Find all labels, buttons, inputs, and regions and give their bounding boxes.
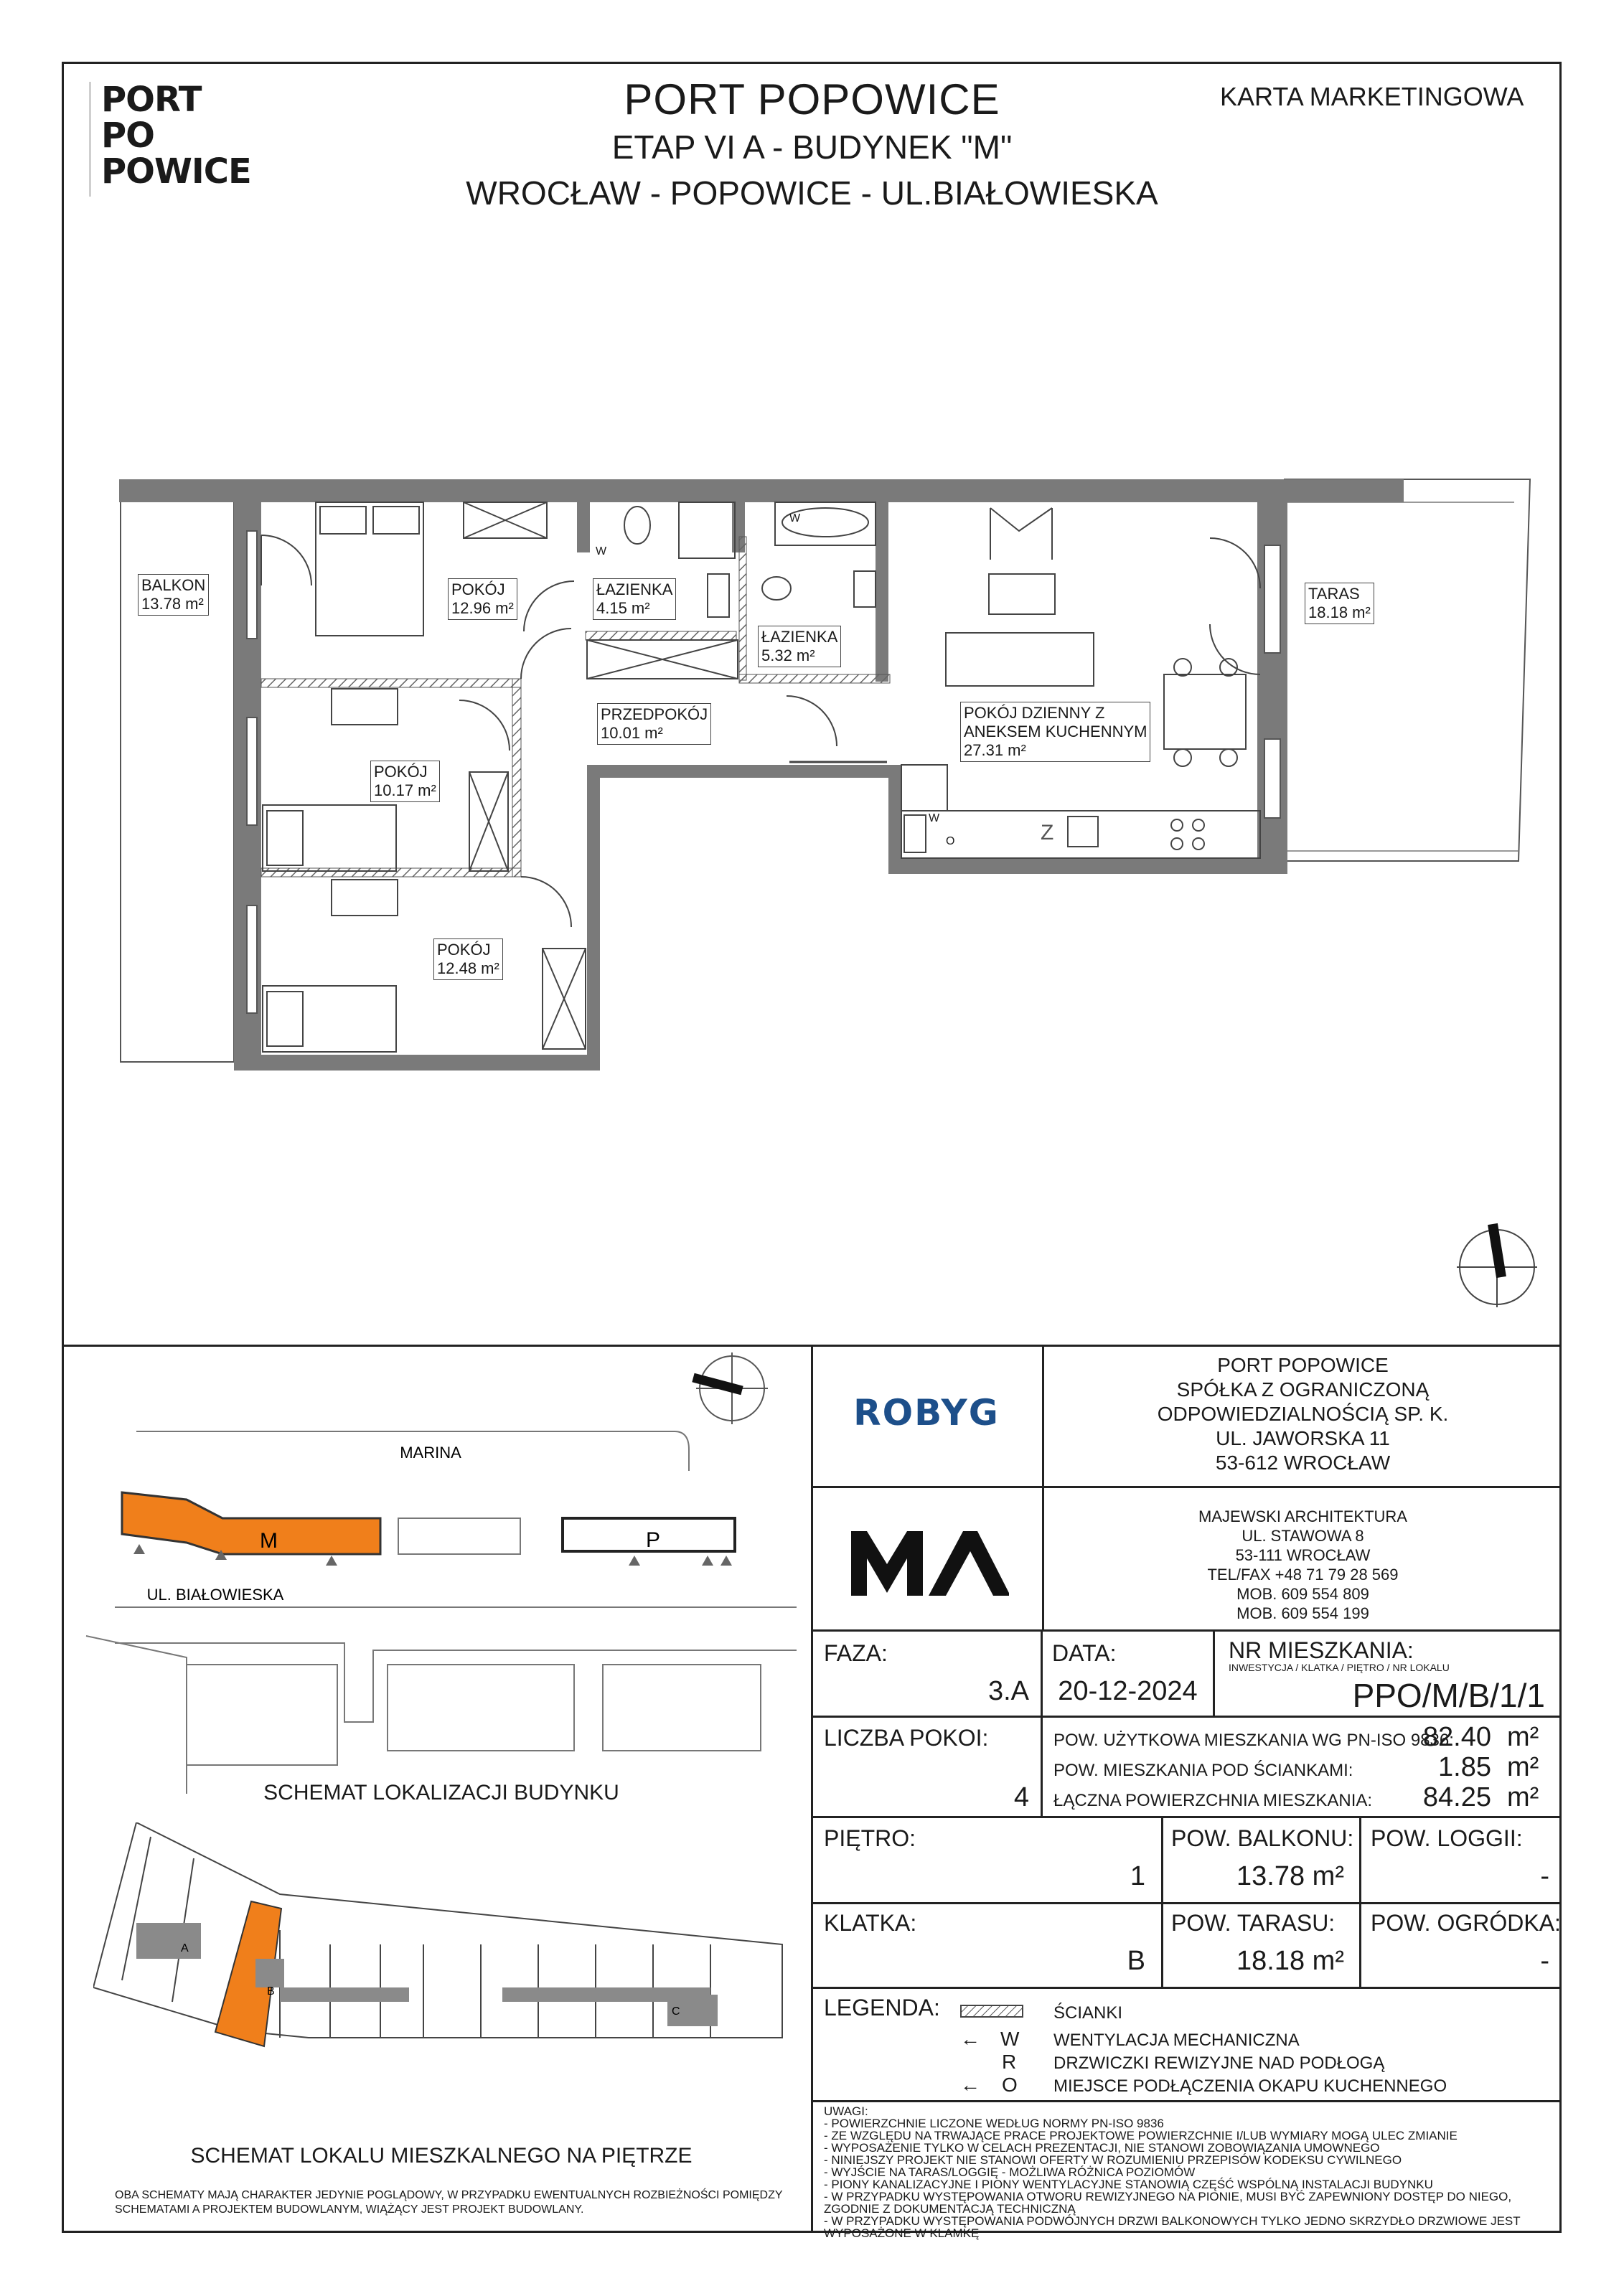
legend-w-symbol: W bbox=[1000, 2028, 1020, 2050]
legend-label: LEGENDA: bbox=[824, 1995, 940, 2020]
developer-info: PORT POPOWICE SPÓŁKA Z OGRANICZONĄ ODPOWIEDZIALNOŚCIĄ SP. K. UL. JAWORSKA 11 53-612 WROCŁAW bbox=[1157, 1354, 1449, 1474]
architect-info: MAJEWSKI ARCHITEKTURA UL. STAWOWA 8 53-111 WROCŁAW TEL/FAX +48 71 79 28 569 MOB. 609 554 809 MOB. 609 554 199 bbox=[1198, 1507, 1407, 1622]
legend-o-symbol: O bbox=[1002, 2074, 1018, 2096]
robyg-logo: ROBYG bbox=[853, 1392, 1000, 1434]
unit: m² bbox=[1507, 1782, 1539, 1812]
stair-label-a: A bbox=[181, 1942, 189, 1954]
project-subtitle: ETAP VI A - BUDYNEK "M" bbox=[611, 128, 1013, 166]
street-label: UL. BIAŁOWIESKA bbox=[146, 1586, 284, 1604]
room-label-przedpokoj: PRZEDPOKÓJ 10.01 m² bbox=[597, 703, 711, 745]
room-label-pokoj-1: POKÓJ 12.96 m² bbox=[448, 578, 517, 620]
north-arrow-icon bbox=[1450, 1220, 1543, 1313]
doc-type: KARTA MARKETINGOWA bbox=[1220, 82, 1524, 111]
hood-mark: O bbox=[946, 835, 955, 847]
port-popowice-logo: PORT PO POWICE bbox=[89, 82, 273, 197]
room-label-lazienka-2: ŁAZIENKA 5.32 m² bbox=[758, 626, 841, 667]
appliance-mark: Z bbox=[1041, 821, 1054, 844]
room-label-taras: TARAS 18.18 m² bbox=[1305, 583, 1374, 624]
legend-ventilation: WENTYLACJA MECHANICZNA bbox=[1053, 2031, 1300, 2050]
pow-uzytkowa-value: 82.40 bbox=[1422, 1722, 1491, 1752]
pow-laczna-label: ŁĄCZNA POWIERZCHNIA MIESZKANIA: bbox=[1053, 1791, 1373, 1810]
pow-uzytkowa-label: POW. UŻYTKOWA MIESZKANIA WG PN-ISO 9836: bbox=[1053, 1731, 1454, 1750]
pietro-value: 1 bbox=[1130, 1861, 1145, 1891]
klatka-label: KLATKA: bbox=[824, 1910, 917, 1936]
room-label-lazienka-1: ŁAZIENKA 4.15 m² bbox=[593, 578, 676, 620]
floor-caption: SCHEMAT LOKALU MIESZKALNEGO NA PIĘTRZE bbox=[190, 2144, 693, 2168]
legend-r-symbol: R bbox=[1002, 2051, 1017, 2073]
floor-schematic bbox=[93, 1822, 804, 2066]
unit: m² bbox=[1507, 1722, 1539, 1752]
room-label-balkon: BALKON 13.78 m² bbox=[138, 574, 209, 616]
taras-value: 18.18 m² bbox=[1236, 1946, 1344, 1976]
project-address: WROCŁAW - POPOWICE - UL.BIAŁOWIESKA bbox=[466, 174, 1158, 212]
stair-label-c: C bbox=[672, 2005, 680, 2018]
faza-value: 3.A bbox=[987, 1676, 1029, 1706]
notes-block: UWAGI: - POWIERZCHNIE LICZONE WEDŁUG NORMY PN-ISO 9836 - ZE WZGLĘDU NA TRWAJĄCE PRACE PROJEKTOWE POWIERZCHNIE I/LUB WYMIARY MOGĄ ULEC ZMIANIE - WYPOSAŻENIE TYLKO W CELACH PREZENTACJI, NIE STANOWI ZOBOWIĄZANIA UMOWNEGO - NINIEJSZY PROJEKT NIE STANOWI OFERTY W ROZUMIENIU PRZEPISÓW KODEKSU CYWILNEGO - WYJŚCIE NA TARAS/LOGGIĘ - MOŻLIWA RÓŻNICA POZIOMÓW - PIONY KANALIZACYJNE I PIONY WENTYLACYJNE STANOWIĄ CZĘŚĆ WSPÓLNĄ INSTALACJI BUDYNKU - W PRZYPADKU WYSTĘPOWANIA OTWORU REWIZYJNEGO NA PIONIE, MUSI BYĆ ZAPEWNIONY DOSTĘP DO NIEGO, ZGODNIE Z DOKUMENTACJĄ TECHNICZNĄ - W PRZYPADKU WYSTĘPOWANIA PODWÓJNYCH DRZWI BALKONOWYCH TYLKO JEDNO SKRZYDŁO DRZWIOWE JEST WYPOSAŻONE W KLAMKĘ bbox=[824, 2104, 1521, 2240]
balkon-value: 13.78 m² bbox=[1236, 1861, 1344, 1891]
data-value: 20-12-2024 bbox=[1058, 1676, 1198, 1706]
partition-walls bbox=[261, 537, 890, 877]
room-label-pokoj-dzienny: POKÓJ DZIENNY Z ANEKSEM KUCHENNYM 27.31 m² bbox=[960, 702, 1150, 762]
pietro-label: PIĘTRO: bbox=[824, 1825, 916, 1851]
building-m-label: M bbox=[260, 1529, 278, 1553]
room-label-pokoj-3: POKÓJ 12.48 m² bbox=[433, 938, 503, 980]
building-m-shape bbox=[122, 1492, 380, 1554]
pow-laczna-value: 84.25 bbox=[1422, 1782, 1491, 1812]
legend-hood: MIEJSCE PODŁĄCZENIA OKAPU KUCHENNEGO bbox=[1053, 2076, 1447, 2096]
data-label: DATA: bbox=[1052, 1640, 1117, 1666]
site-caption: SCHEMAT LOKALIZACJI BUDYNKU bbox=[263, 1781, 619, 1805]
ma-logo bbox=[851, 1527, 1009, 1596]
stair-label-b: B bbox=[267, 1985, 275, 1998]
ogrodek-label: POW. OGRÓDKA: bbox=[1371, 1910, 1561, 1936]
nr-value: PPO/M/B/1/1 bbox=[1352, 1677, 1545, 1714]
building-p-label: P bbox=[646, 1528, 661, 1552]
room-label-pokoj-2: POKÓJ 10.17 m² bbox=[370, 761, 440, 802]
wall-hatch-icon bbox=[960, 2005, 1025, 2019]
ventilation-mark: W bbox=[929, 812, 940, 824]
legend-revision: DRZWICZKI REWIZYJNE NAD PODŁOGĄ bbox=[1053, 2053, 1385, 2073]
arrow-left-icon: ← bbox=[960, 2028, 980, 2050]
loggia-value: - bbox=[1540, 1861, 1549, 1891]
loggia-label: POW. LOGGII: bbox=[1371, 1825, 1523, 1851]
ventilation-mark: W bbox=[596, 545, 607, 557]
faza-label: FAZA: bbox=[824, 1640, 888, 1666]
project-title: PORT POPOWICE bbox=[624, 75, 1000, 123]
arrow-left-icon: ← bbox=[960, 2074, 980, 2096]
balkon-label: POW. BALKONU: bbox=[1171, 1825, 1354, 1851]
pokoi-label: LICZBA POKOI: bbox=[824, 1725, 989, 1751]
pokoi-value: 4 bbox=[1013, 1782, 1029, 1812]
outer-walls bbox=[119, 479, 1404, 1071]
site-schematic bbox=[72, 1349, 811, 1851]
klatka-value: B bbox=[1127, 1946, 1145, 1976]
terrace-outline bbox=[1285, 479, 1530, 861]
site-north-arrow-icon bbox=[693, 1352, 768, 1424]
marina-label: MARINA bbox=[400, 1444, 461, 1462]
nr-label: NR MIESZKANIA: bbox=[1229, 1637, 1414, 1663]
ventilation-mark: W bbox=[789, 512, 801, 524]
taras-label: POW. TARASU: bbox=[1171, 1910, 1336, 1936]
ogrodek-value: - bbox=[1540, 1946, 1549, 1976]
disclaimer: OBA SCHEMATY MAJĄ CHARAKTER JEDYNIE POGLĄDOWY, W PRZYPADKU EWENTUALNYCH ROZBIEŻNOŚCI POMIĘDZY SCHEMATAMI A PROJEKTEM BUDOWLANYM, WIĄŻĄCY JEST PROJEKT BUDOWLANY. bbox=[115, 2189, 783, 2216]
unit: m² bbox=[1507, 1752, 1539, 1782]
nr-sublabel: INWESTYCJA / KLATKA / PIĘTRO / NR LOKALU bbox=[1229, 1662, 1450, 1673]
pow-scianki-label: POW. MIESZKANIA POD ŚCIANKAMI: bbox=[1053, 1761, 1353, 1780]
pow-scianki-value: 1.85 bbox=[1438, 1752, 1491, 1782]
legend-walls: ŚCIANKI bbox=[1053, 2003, 1123, 2023]
